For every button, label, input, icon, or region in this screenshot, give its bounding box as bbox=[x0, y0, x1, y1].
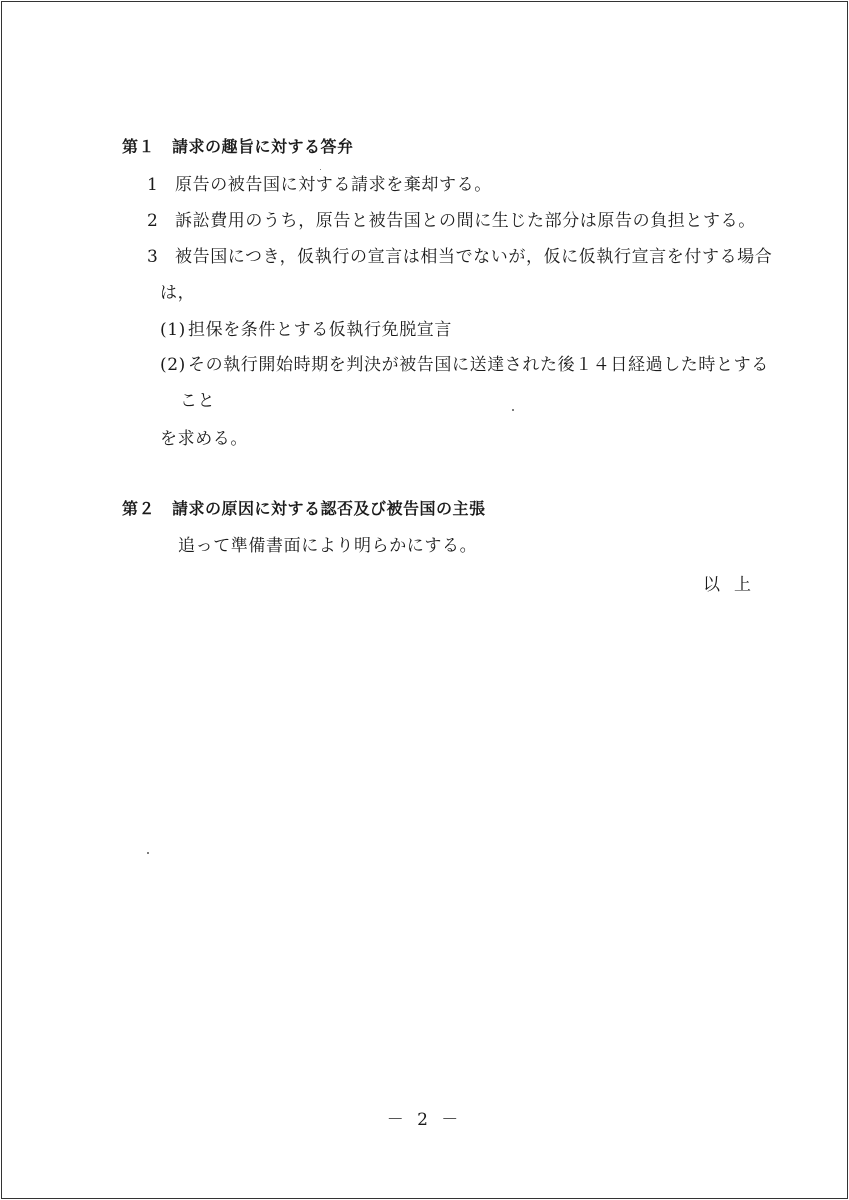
section1-number: 第１ bbox=[122, 137, 156, 156]
section1-sub-item-2-continuation: こと bbox=[180, 391, 216, 411]
section1-heading bbox=[122, 136, 354, 158]
page-number: － 2 － bbox=[386, 1110, 463, 1130]
item-text: 被告国につき，仮執行の宣言は相当でないが，仮に仮執行宣言を付する場合 bbox=[175, 247, 773, 267]
closing-mark: 以上 bbox=[703, 575, 765, 595]
sub-item-text: 担保を条件とする仮執行免脱宣言 bbox=[188, 320, 452, 340]
item-number: 1 bbox=[147, 175, 159, 195]
section1-sub-item-2 bbox=[160, 354, 769, 376]
section2-body: 追って準備書面により明らかにする。 bbox=[178, 536, 478, 556]
sub-item-number: (1) bbox=[160, 320, 186, 340]
section1-item-2 bbox=[147, 210, 756, 232]
section1-item-1 bbox=[147, 174, 492, 196]
section1-item-3 bbox=[147, 246, 772, 268]
scan-speck bbox=[512, 409, 514, 411]
section2-heading bbox=[122, 498, 486, 520]
section1-item-3-continuation: は， bbox=[160, 283, 196, 303]
scan-speck bbox=[320, 169, 321, 170]
sub-item-number: (2) bbox=[160, 355, 186, 375]
item-text: 原告の被告国に対する請求を棄却する。 bbox=[175, 175, 492, 195]
scan-speck bbox=[147, 852, 149, 854]
item-number: 3 bbox=[147, 247, 159, 267]
item-number: 2 bbox=[147, 211, 159, 231]
document-page bbox=[1, 1, 848, 1199]
section1-title: 請求の趣旨に対する答弁 bbox=[172, 137, 354, 156]
item-text: 訴訟費用のうち，原告と被告国との間に生じた部分は原告の負担とする。 bbox=[175, 211, 756, 231]
section1-sub-item-1 bbox=[160, 319, 452, 341]
section2-number: 第２ bbox=[122, 499, 156, 518]
section2-title: 請求の原因に対する認否及び被告国の主張 bbox=[172, 499, 486, 518]
sub-item-text: その執行開始時期を判決が被告国に送達された後１４日経過した時とする bbox=[188, 355, 769, 375]
section1-closing: を求める。 bbox=[160, 429, 248, 449]
